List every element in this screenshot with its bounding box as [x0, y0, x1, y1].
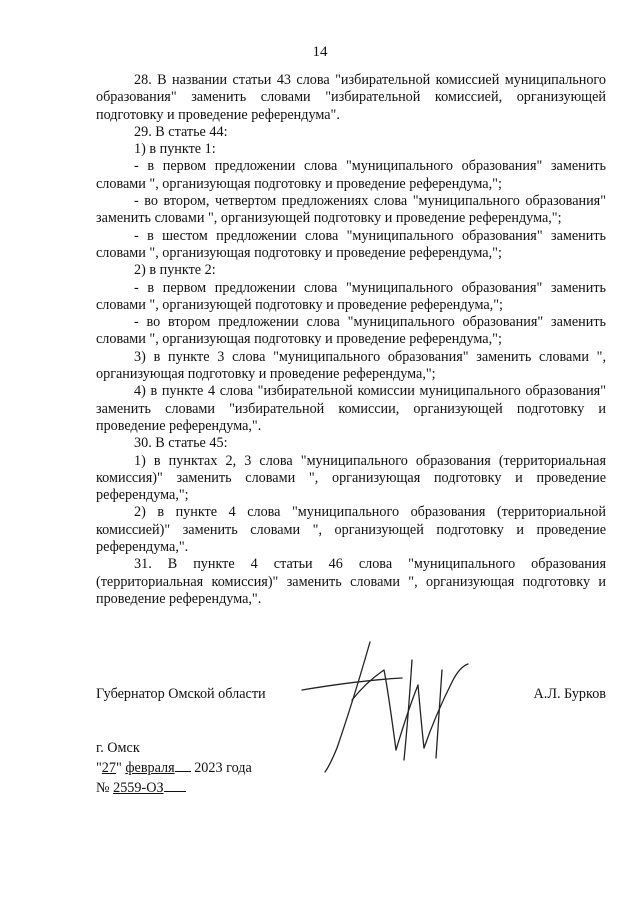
- law-number-line: [96, 777, 252, 797]
- date-open-quote: ": [96, 760, 102, 776]
- paragraph: 28. В названии статьи 43 слова "избирательной комиссией муниципального образования" заменить словами "избирательной комиссией, организующей подготовку и проведение референдума".: [96, 72, 606, 123]
- law-number-blank: [164, 777, 186, 792]
- date-close-quote: ": [115, 760, 122, 776]
- date-day: 27: [101, 760, 116, 776]
- paragraph: - в первом предложении слова "муниципального образования" заменить словами ", организующей подготовку и проведение референдума,";: [96, 279, 606, 313]
- paragraph: - в шестом предложении слова "муниципального образования" заменить словами ", организующая подготовку и проведение референдума,";: [96, 227, 606, 261]
- date-blank: [175, 757, 191, 772]
- document-body: [96, 72, 606, 608]
- document-meta: [96, 740, 252, 797]
- paragraph: 1) в пункте 1:: [134, 141, 216, 158]
- law-number: 2559-ОЗ: [113, 780, 164, 796]
- paragraph: 29. В статье 44:: [134, 123, 228, 140]
- paragraph: 4) в пункте 4 слова "избирательной комиссии муниципального образования" заменить словами "избирательной комиссии, организующей подготовку и проведение референдума,".: [96, 383, 606, 434]
- paragraph: 2) в пункте 4 слова "муниципального образования (территориальной комиссией)" заменить словами ", организующей подготовку и проведение референдума,".: [96, 504, 606, 556]
- paragraph: 1) в пунктах 2, 3 слова "муниципального образования (территориальная комиссия)" заменить словами ", организующая подготовку и проведение референдума,";: [96, 452, 606, 504]
- date-month: февраля: [125, 760, 175, 776]
- paragraph: 30. В статье 45:: [134, 435, 228, 452]
- handwritten-signature: [292, 630, 492, 780]
- place: г. Омск: [96, 740, 140, 756]
- paragraph: 31. В пункте 4 статьи 46 слова "муниципального образования (территориальная комиссия)" заменить словами ", организующая подготовку и проведение референдума,".: [96, 556, 606, 607]
- page-number: 14: [312, 44, 328, 60]
- paragraph: - во втором, четвертом предложениях слова "муниципального образования" заменить словами ", организующей подготовку и проведение референдума,";: [96, 193, 606, 227]
- paragraph: - во втором предложении слова "муниципального образования" заменить словами ", организующая подготовку и проведение референдума,";: [96, 314, 606, 348]
- date-line: [96, 757, 252, 777]
- paragraph: - в первом предложении слова "муниципального образования" заменить словами ", организующая подготовку и проведение референдума,";: [96, 158, 606, 192]
- paragraph: 2) в пункте 2:: [134, 262, 216, 279]
- date-year: 2023 года: [194, 760, 252, 776]
- signatory-title: Губернатор Омской области: [96, 686, 266, 702]
- law-number-prefix: №: [96, 780, 110, 796]
- signatory-name: А.Л. Бурков: [533, 686, 606, 702]
- paragraph: 3) в пункте 3 слова "муниципального образования" заменить словами ", организующая подготовку и проведение референдума,";: [96, 348, 606, 383]
